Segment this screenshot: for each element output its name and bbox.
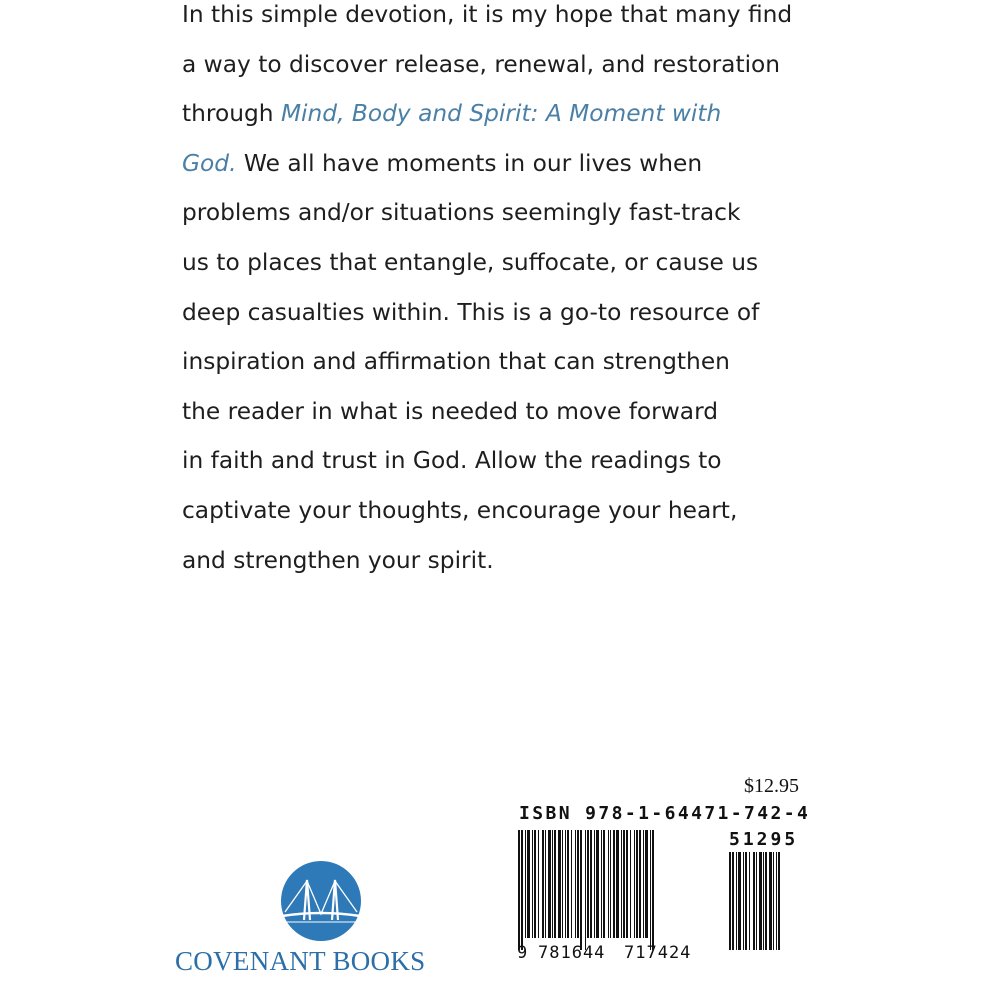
barcode-bar <box>542 830 544 938</box>
barcode-bar <box>594 830 595 938</box>
barcode-bar <box>545 830 546 938</box>
blurb-line: In this simple devotion, it is my hope that many find <box>182 1 793 28</box>
barcode-bar <box>621 830 622 938</box>
back-cover-blurb <box>182 0 802 585</box>
barcode-bar <box>643 830 644 938</box>
isbn-label: ISBN 978-1-64471-742-4 <box>519 803 811 824</box>
barcode-bar <box>778 852 780 950</box>
barcode-bar <box>753 852 755 950</box>
ean-first-digit: 9 <box>517 943 528 963</box>
barcode-bar <box>596 830 599 938</box>
barcode-bar <box>650 830 651 950</box>
blurb-line: inspiration and affirmation that can strengthen <box>182 348 730 376</box>
barcode-bar <box>763 852 764 950</box>
barcode-bar <box>773 852 774 950</box>
ean-digits-right: 717424 <box>624 943 692 963</box>
blurb-line: problems and/or situations seemingly fast-track <box>182 199 741 227</box>
blurb-line: and strengthen your spirit. <box>182 546 494 574</box>
barcode-bar <box>749 852 750 950</box>
blurb-text: We all have moments in our lives when <box>236 149 703 177</box>
barcode-bar <box>743 852 744 950</box>
book-title-end: God. <box>182 149 237 177</box>
barcode-bar <box>610 830 611 938</box>
blurb-line <box>182 139 802 189</box>
barcode-bar <box>590 830 592 938</box>
blurb-line: us to places that entangle, suffocate, or cause us <box>182 248 759 276</box>
barcode-bar <box>518 830 520 950</box>
barcode-bar <box>525 830 526 938</box>
barcode-bar <box>565 830 566 938</box>
barcode-bar <box>630 830 631 938</box>
barcode-bar <box>756 852 757 950</box>
barcode-bar <box>603 830 605 938</box>
barcode-bar <box>580 830 582 950</box>
barcode-bar <box>575 830 576 938</box>
barcode-bar <box>567 830 569 938</box>
barcode-bar <box>562 830 563 938</box>
barcode-bar <box>601 830 602 938</box>
blurb-line: deep casualties within. This is a go-to resource of <box>182 298 760 326</box>
barcode-bar <box>736 852 737 950</box>
barcode-bar <box>626 830 628 938</box>
price-code-label: 51295 <box>729 829 799 850</box>
barcode-bar <box>532 830 533 938</box>
barcode-bar <box>623 830 625 938</box>
blurb-line <box>182 89 802 139</box>
barcode-bar <box>521 830 523 950</box>
barcode-bar <box>738 852 741 950</box>
barcode-bar <box>608 830 609 938</box>
barcode-bar <box>538 830 539 938</box>
barcode-bar <box>759 852 762 950</box>
barcode-bar <box>613 830 615 938</box>
barcode-bar <box>745 852 747 950</box>
barcode-bar <box>587 830 589 938</box>
barcode-bar <box>645 830 648 938</box>
ean-digits-left: 781644 <box>538 943 606 963</box>
price-addon-barcode <box>727 852 807 954</box>
barcode-bar <box>552 830 553 938</box>
barcode-bar <box>639 830 641 938</box>
isbn-barcode <box>516 830 722 954</box>
barcode-bar <box>571 830 572 938</box>
barcode-bar <box>527 830 530 938</box>
bridge-circle-icon <box>280 860 362 942</box>
barcode-bar <box>534 830 536 938</box>
price-label: $12.95 <box>744 775 799 797</box>
barcode-bar <box>636 830 638 938</box>
barcode-bar <box>732 852 734 950</box>
barcode-bar <box>577 830 579 938</box>
barcode-bar <box>548 830 551 938</box>
book-title: Mind, Body and Spirit: A Moment with <box>280 100 722 128</box>
barcode-bar <box>634 830 635 938</box>
blurb-line: captivate your thoughts, encourage your heart, <box>182 496 738 524</box>
publisher-name: COVENANT BOOKS <box>175 946 426 976</box>
barcode-bar <box>585 830 586 950</box>
barcode-bar <box>616 830 619 938</box>
blurb-line: the reader in what is needed to move forward <box>182 397 719 425</box>
barcode-bar <box>769 852 772 950</box>
blurb-line: a way to discover release, renewal, and restoration <box>182 50 781 78</box>
barcode-bar <box>765 852 767 950</box>
barcode-bar <box>652 830 654 950</box>
blurb-line: in faith and trust in God. Allow the readings to <box>182 447 722 475</box>
barcode-bar <box>776 852 777 950</box>
barcode-bar <box>558 830 561 938</box>
barcode-bar <box>554 830 556 938</box>
blurb-text: through <box>182 100 281 128</box>
barcode-bar <box>729 852 731 950</box>
